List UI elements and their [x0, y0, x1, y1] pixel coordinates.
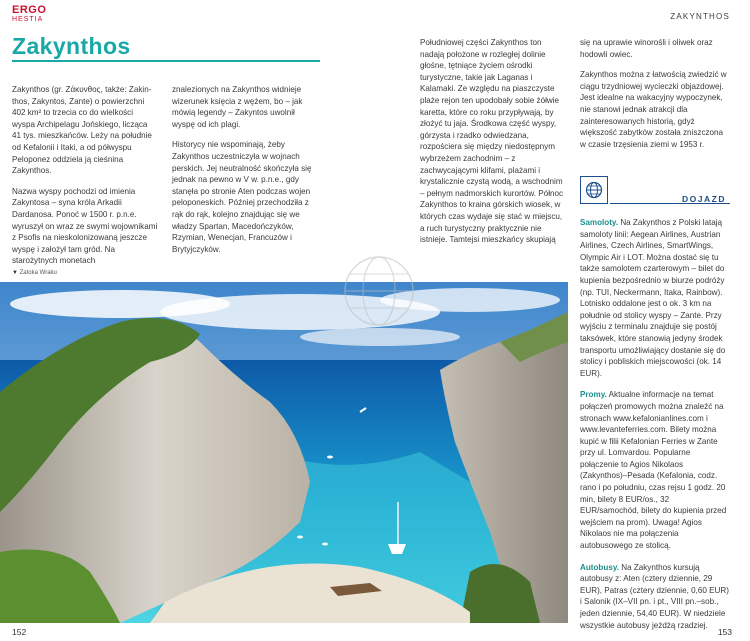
- photo-caption: [12, 270, 57, 276]
- text-column-2: [172, 84, 318, 264]
- promy-heading: Promy.: [580, 390, 607, 400]
- paragraph-promy: [580, 389, 730, 551]
- paragraph: się na uprawie winorośli i oliwek oraz hodowli owiec.: [580, 38, 713, 59]
- paragraph: znalezionych na Zakynthos widnieje wizerunek księcia z wężem, bo – jak mówią legendy – Zakyntos uwolnił wyspę od ich plagi.: [172, 85, 303, 129]
- dojazd-header: [580, 176, 730, 204]
- logo-line2: HESTIA: [12, 16, 44, 23]
- page-title: Zakynthos: [12, 33, 131, 59]
- caption-arrow-icon: ▼: [12, 270, 18, 276]
- page-number-left: 152: [12, 627, 27, 637]
- promy-text: Aktualne informacje na temat połączeń promowych można znaleźć na stronach www.kefalonianlines.com i www.levanteferries.com. Bilety można kupić w filii Kefalonian Ferries w Zante przy ul. Lomvardou. Popularne połączenie to Agios Nikolaos (Zakynthos)–Pesada (Kefalonia, codz. rano i po południu, czas rejsu 1 godz. 20 min, bilety 8 EUR/os., 32 EUR/samochód, bilety do kupienia przed wejściem na prom). Uwaga! Agios Nikolaos nie ma połączenia autobusowego ze stolicą.: [580, 390, 727, 551]
- samoloty-text: Na Zakynthos z Polski latają samoloty linii: Aegean Airlines, Austrian Airlines, Czech Airlines, SmartWings, Olympic Air i LOT. Można dostać się tu także samolotem czarterowym – bilet do kupienia bezpośrednio w biurze podróży (np. TUI, Neckermann, Itaka, Rainbow). Lotnisko oddalone jest o ok. 3 km na południe od stolicy wyspy – Zante. Przy wyjściu z terminalu znajduje się postój taksówek, które stanowią jedyny środek transportu umożliwiający dostanie się do stolicy i pobliskich miejscowości (ok. 14 EUR).: [580, 218, 726, 378]
- logo-line1: ERGO: [12, 4, 47, 16]
- paragraph-samoloty: [580, 217, 730, 379]
- autobusy-heading: Autobusy.: [580, 562, 619, 572]
- publisher-logo: [12, 5, 46, 23]
- caption-text: Zatoka Wraku: [19, 270, 57, 276]
- paragraph: Historycy nie wspominają, żeby Zakynthos uczestniczyła w wojnach perskich. Jej neutralność skończyła się jednak na pewno w V w. p.n.e., gdy stanęła po stronie Aten podczas wojen peloponeskich. Później przechodziła z rąk do rąk, kolejno znajdując się we władzy Spartan, Macedończyków, Rzymian, Wenecjan, Francuzów i Brytyjczyków.: [172, 140, 312, 254]
- dojazd-text: [580, 217, 730, 641]
- text-column-1: [12, 84, 158, 276]
- title-underline: [12, 60, 320, 62]
- watermark-globe-icon: [340, 252, 418, 330]
- page-number-right: 153: [717, 627, 732, 637]
- dojazd-label: DOJAZD: [682, 194, 726, 204]
- text-column-3: [420, 37, 568, 255]
- paragraph: Zakynthos (gr. Ζάκυνθος, także: Zakin-thos, Zakyntos, Zante) o powierzchni 402 km² to trzecia co do wielkości wyspa Archipelagu Jońskiego, licząca 41 tys. mieszkańców. Leży na południe od Kefalonii i Itaki, a od półwyspu Peloponez oddziela ją cieśnina Zakynthos.: [12, 85, 152, 176]
- paragraph: Nazwa wyspy pochodzi od imienia Zakyntosa – syna króla Arkadii Dardanosa. Ponoć w 1500 r. p.n.e. wyruszył on wraz ze swymi wojownikami z Psofis na nieskolonizowaną jeszcze wyspę i założył tam gród. Na starożytnych monetach: [12, 186, 158, 266]
- text-column-4: [580, 37, 730, 159]
- paragraph-autobusy: [580, 562, 730, 632]
- bay-photo: [0, 282, 568, 623]
- paragraph: Zakynthos można z łatwością zwiedzić w ciągu trzydniowej wycieczki objazdowej. Jest idealne na wakacyjny wypoczynek, nie stanowi jednak atrakcji dla zainteresowanych historią, gdyż większość zabytków została zniszczona w czasie trzęsienia ziemi w 1953 r.: [580, 70, 727, 149]
- paragraph: Południowej części Zakynthos ton nadają położone w rozległej dolinie głośne, tętniące życiem ośrodki turystyczne, takie jak Laganas i Kalamaki. Ze względu na piaszczyste plaże rejon ten upodobały sobie żółwie karetta, które co roku przypływają, by złożyć tu jaja. Środkowa część wyspy, górzysta i rzadko odwiedzana, rozpościera się między niedostępnym wybrzeżem zachodnim – z zachwycającymi klifami, plażami i krystalicznie czystą wodą, a wschodnim – pełnym nadmorskich kurortów. Północ Zakynthos to kraina górskich wiosek, w których czas wydaje się stać w miejscu, a ruch turystyczny praktycznie nie istnieje. Tamtejsi mieszkańcy skupiają: [420, 38, 564, 245]
- autobusy-text: Na Zakynthos kursują autobusy z: Aten (cztery dziennie, 29 EUR), Patras (cztery dziennie, 0,60 EUR) i Salonik (IX–VII pn. i pt., VIII pn.–sob., jeden dziennie, 54,40 EUR). W niedziele wszystkie autobusy jeżdżą rzadziej.: [580, 562, 729, 630]
- section-header: ZAKYNTHOS: [670, 12, 730, 21]
- samoloty-heading: Samoloty.: [580, 218, 619, 227]
- globe-icon: [580, 176, 608, 204]
